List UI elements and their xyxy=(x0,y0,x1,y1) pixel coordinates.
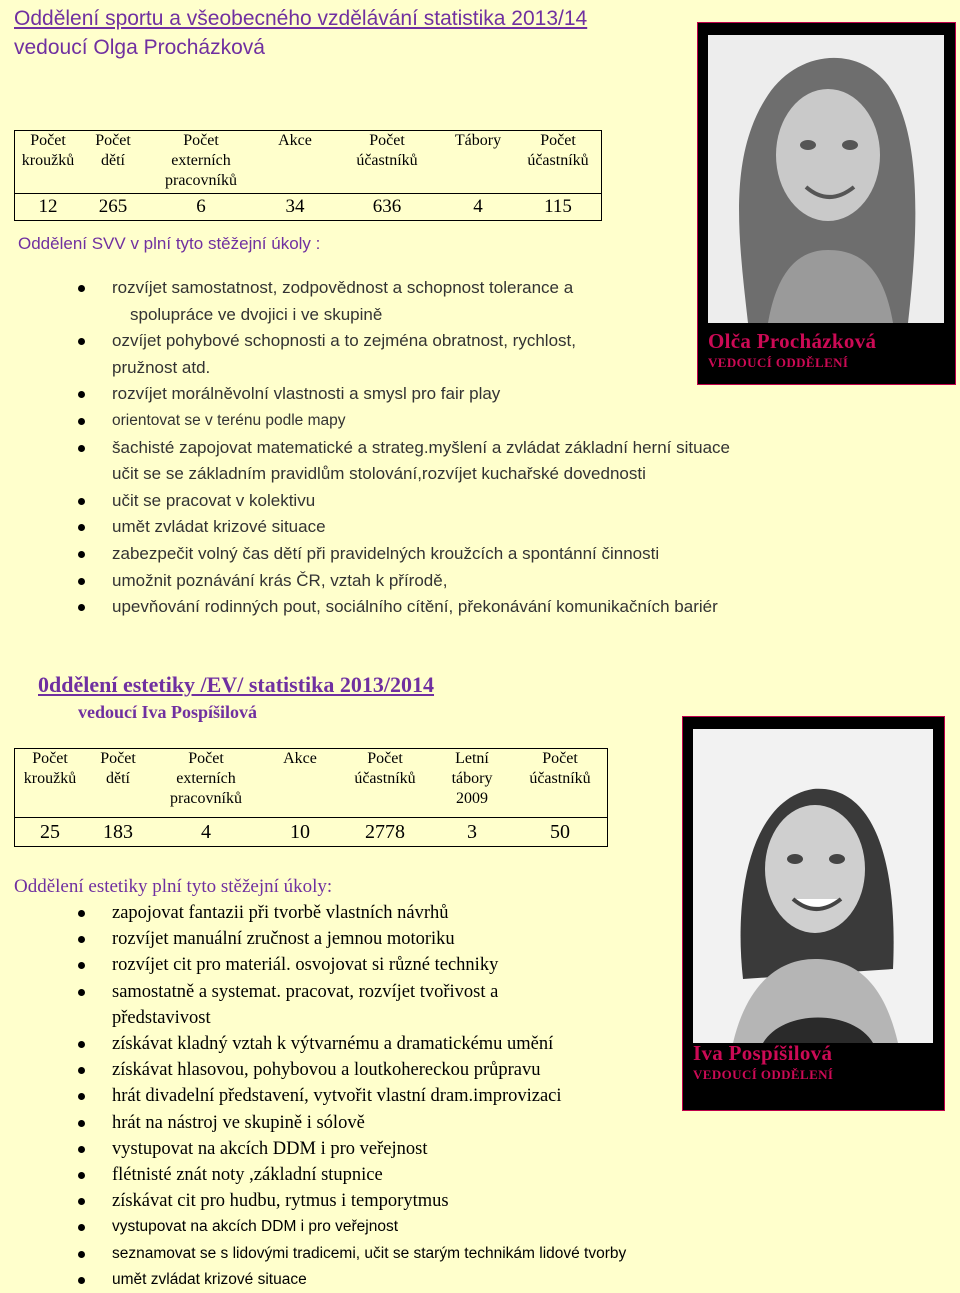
list-item: flétnisté znát noty ,základní stupnice xyxy=(78,1162,738,1188)
portrait-silhouette-icon xyxy=(708,35,944,323)
art-head: vedoucí Iva Pospíšilová xyxy=(78,702,258,722)
sport-heading xyxy=(14,4,587,62)
art-header-cell: Počet kroužků xyxy=(15,749,86,818)
portrait-image xyxy=(708,35,944,323)
list-item: orientovat se v terénu podle mapy xyxy=(78,408,838,435)
sport-header-cell: Počet účastníků xyxy=(515,131,602,194)
list-item: rozvíjet samostatnost, zodpovědnost a schopnost tolerance a xyxy=(78,275,838,302)
list-item: upevňování rodinných pout, sociálního cítění, překonávání komunikačních bariér xyxy=(78,594,838,621)
list-item: rozvíjet manuální zručnost a jemnou motoriku xyxy=(78,926,738,952)
sport-value-cell: 115 xyxy=(515,194,602,221)
art-value-cell: 50 xyxy=(513,818,608,847)
list-item: umožnit poznávání krás ČR, vztah k přírodě, xyxy=(78,568,838,595)
list-item: šachisté zapojovat matematické a strateg.myšlení a zvládat základní herní situace xyxy=(78,435,838,462)
sport-value-cell: 12 xyxy=(15,194,82,221)
art-table-value-row xyxy=(15,818,608,847)
art-header-cell: Letní tábory 2009 xyxy=(431,749,513,818)
art-value-cell: 2778 xyxy=(339,818,431,847)
list-item: hrát divadelní představení, vytvořit vlastní dram.improvizaci xyxy=(78,1083,738,1109)
sport-value-cell: 4 xyxy=(441,194,515,221)
sport-table-header-row xyxy=(15,131,602,194)
list-item-continuation: představivost xyxy=(112,1007,211,1028)
list-item-continuation: spolupráce ve dvojici i ve skupině xyxy=(130,304,383,324)
sport-value-cell: 6 xyxy=(145,194,257,221)
sport-value-cell: 34 xyxy=(257,194,333,221)
list-item: ozvíjet pohybové schopnosti a to zejména obratnost, rychlost, xyxy=(78,328,838,355)
art-value-cell: 3 xyxy=(431,818,513,847)
sport-header-cell: Počet kroužků xyxy=(15,131,82,194)
art-value-cell: 25 xyxy=(15,818,86,847)
sport-leader-role: VEDOUCÍ ODDĚLENÍ xyxy=(708,355,849,370)
art-leader-photo xyxy=(682,716,945,1111)
list-item: hrát na nástroj ve skupině i sólově xyxy=(78,1110,738,1136)
list-item: umět zvládat krizové situace xyxy=(78,1267,738,1293)
sport-leader-name: Olča Procházková xyxy=(708,329,877,353)
art-value-cell: 4 xyxy=(151,818,261,847)
list-item: získávat kladný vztah k výtvarnému a dramatickému umění xyxy=(78,1031,738,1057)
list-item: zapojovat fantazii při tvorbě vlastních návrhů xyxy=(78,900,738,926)
sport-value-cell: 636 xyxy=(333,194,441,221)
portrait-image xyxy=(693,729,933,1043)
art-title: 0ddělení estetiky /EV/ statistika 2013/2014 xyxy=(38,672,435,697)
list-item: vystupovat na akcích DDM i pro veřejnost xyxy=(78,1214,738,1240)
art-header-cell: Počet dětí xyxy=(85,749,151,818)
sport-table-value-row xyxy=(15,194,602,221)
list-item: rozvíjet morálněvolní vlastnosti a smysl pro fair play xyxy=(78,381,838,408)
list-item: seznamovat se s lidovými tradicemi, učit se starým technikám lidové tvorby xyxy=(78,1241,738,1267)
list-item-continuation: pružnost atd. xyxy=(112,357,211,377)
list-item-continuation: učit se se základním pravidlům stolování,rozvíjet kuchařské dovednosti xyxy=(112,464,646,484)
list-item: rozvíjet cit pro materiál. osvojovat si různé techniky xyxy=(78,952,738,978)
art-section-heading: Oddělení estetiky plní tyto stěžejní úkoly: xyxy=(14,876,333,897)
sport-stats-table xyxy=(14,130,602,221)
sport-header-cell: Akce xyxy=(257,131,333,194)
art-task-list xyxy=(78,900,738,1293)
sport-header-cell: Počet dětí xyxy=(81,131,145,194)
list-item: získávat hlasovou, pohybovou a loutkohereckou průpravu xyxy=(78,1057,738,1083)
art-header-cell: Akce xyxy=(261,749,339,818)
sport-header-cell: Tábory xyxy=(441,131,515,194)
art-stats-table xyxy=(14,748,608,847)
list-item: umět zvládat krizové situace xyxy=(78,514,838,541)
art-value-cell: 183 xyxy=(85,818,151,847)
sport-section-heading: Oddělení SVV v plní tyto stěžejní úkoly : xyxy=(18,234,321,253)
list-item: získávat cit pro hudbu, rytmus i temporytmus xyxy=(78,1188,738,1214)
art-header-cell: Počet účastníků xyxy=(513,749,608,818)
art-leader-role: VEDOUCÍ ODDĚLENÍ xyxy=(693,1067,834,1082)
art-header-cell: Počet externích pracovníků xyxy=(151,749,261,818)
list-item: zabezpečit volný čas dětí při pravidelných kroužcích a spontánní činnosti xyxy=(78,541,838,568)
art-header-cell: Počet účastníků xyxy=(339,749,431,818)
sport-header-cell: Počet účastníků xyxy=(333,131,441,194)
sport-value-cell: 265 xyxy=(81,194,145,221)
list-item: samostatně a systemat. pracovat, rozvíjet tvořivost a xyxy=(78,979,738,1005)
art-table-header-row xyxy=(15,749,608,818)
list-item: učit se pracovat v kolektivu xyxy=(78,488,838,515)
sport-leader-photo xyxy=(697,22,956,385)
sport-title: Oddělení sportu a všeobecného vzdělávání statistika 2013/14 xyxy=(14,7,588,30)
list-item: vystupovat na akcích DDM i pro veřejnost xyxy=(78,1136,738,1162)
portrait-silhouette-icon xyxy=(693,729,933,1043)
art-leader-name: Iva Pospíšilová xyxy=(693,1041,833,1065)
art-value-cell: 10 xyxy=(261,818,339,847)
sport-head: vedoucí Olga Procházková xyxy=(14,36,265,59)
sport-header-cell: Počet externích pracovníků xyxy=(145,131,257,194)
